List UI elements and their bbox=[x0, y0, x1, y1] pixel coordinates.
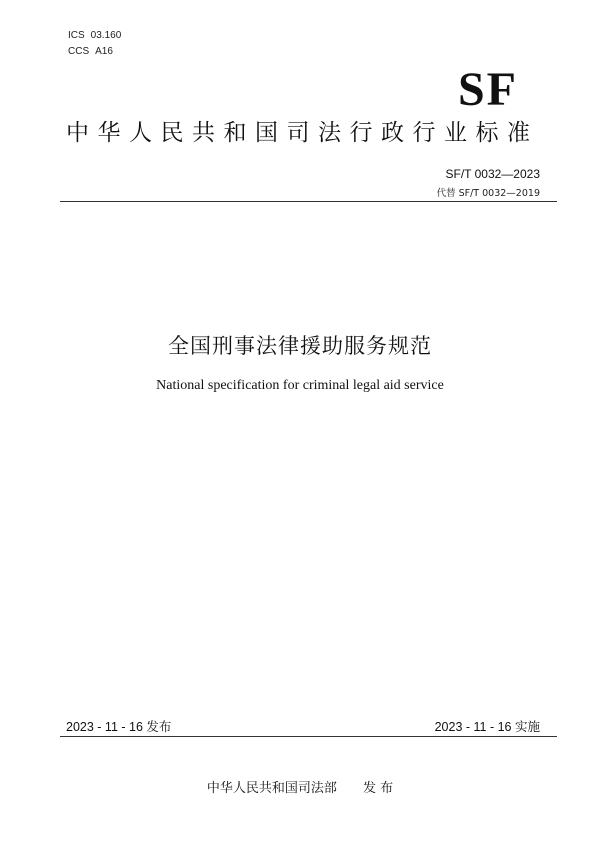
ccs-label: CCS bbox=[68, 46, 90, 57]
issuer-line bbox=[0, 777, 600, 796]
standard-number: SF/T 0032—2023 bbox=[445, 167, 540, 181]
bottom-divider bbox=[60, 736, 557, 737]
ics-value: 03.160 bbox=[90, 30, 122, 41]
top-divider bbox=[60, 201, 557, 202]
ics-code bbox=[68, 30, 121, 41]
document-title-cn: 全国刑事法律援助服务规范 bbox=[168, 334, 432, 358]
implementation-date: 2023 - 11 - 16 实施 bbox=[434, 720, 540, 734]
issuer-org: 中华人民共和国司法部 bbox=[206, 781, 337, 796]
issuer-action: 发 布 bbox=[362, 781, 394, 796]
standard-category: 中华人民共和国司法行政行业标准 bbox=[66, 120, 539, 146]
ics-label: ICS bbox=[68, 30, 85, 41]
ccs-value: A16 bbox=[95, 46, 113, 57]
document-title-en: National specification for criminal legal aid service bbox=[156, 378, 444, 393]
sf-logo: SF bbox=[457, 63, 518, 116]
replaces-standard: 代替 SF/T 0032—2019 bbox=[436, 188, 540, 199]
ccs-code bbox=[68, 46, 113, 57]
issue-date: 2023 - 11 - 16 发布 bbox=[66, 720, 172, 734]
